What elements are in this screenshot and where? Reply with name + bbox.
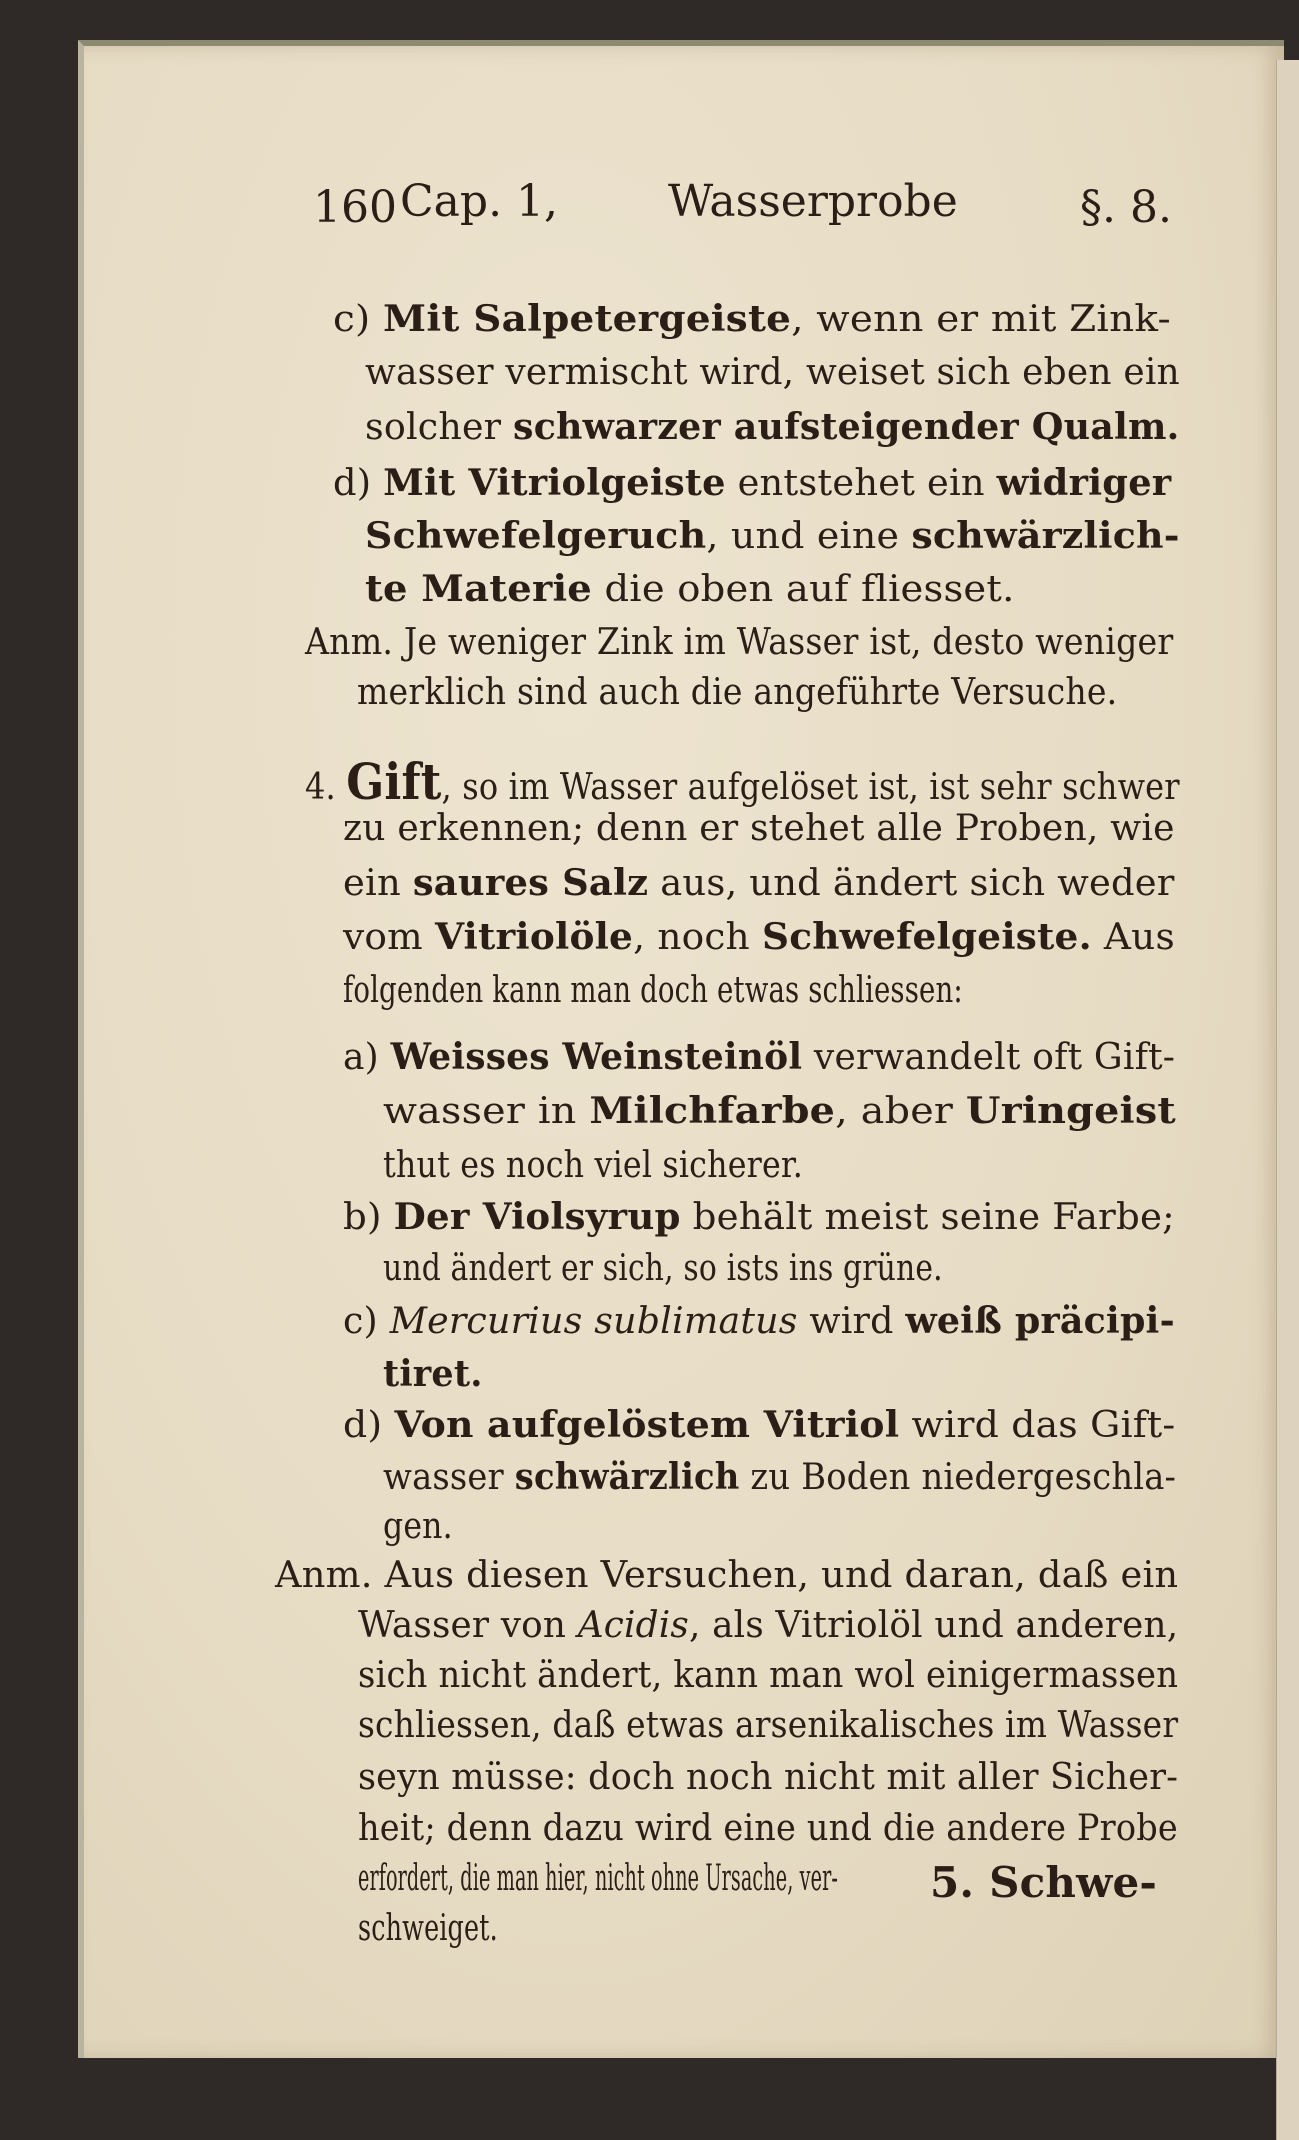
- emphasized-text: schwarzer aufsteigender Qualm.: [513, 406, 1180, 448]
- text-run: a): [343, 1037, 391, 1078]
- text-line: [358, 1655, 1178, 1696]
- text-run: b): [343, 1197, 394, 1238]
- chapter-label: Cap. 1,: [400, 176, 559, 227]
- emphasized-text: Weisses Weinsteinöl: [390, 1036, 803, 1078]
- emphasized-text: Mit Salpetergeiste: [383, 298, 792, 340]
- emphasized-text: Schwefelgeiste.: [761, 916, 1092, 958]
- text-line: [343, 1196, 1175, 1238]
- text-line: [358, 1858, 838, 1899]
- text-line: [383, 1506, 453, 1547]
- text-line: [343, 970, 963, 1011]
- text-run: wasser: [383, 1457, 515, 1498]
- text-line: [333, 462, 1171, 504]
- text-run: wasser in: [383, 1091, 590, 1132]
- text-run: schweiget.: [358, 1908, 498, 1949]
- text-run: solcher: [365, 407, 514, 448]
- text-run: merklich sind auch die angeführte Versuche.: [357, 672, 1118, 713]
- text-line: [383, 1145, 803, 1186]
- emphasized-text: saures Salz: [412, 862, 649, 904]
- text-line: [383, 1248, 943, 1289]
- text-run: ein: [343, 863, 413, 904]
- emphasized-text: Mit Vitriolgeiste: [383, 462, 726, 504]
- latin-text: Acidis: [577, 1605, 689, 1646]
- text-run: erfordert, die man hier, nicht ohne Ursache, ver-: [358, 1858, 838, 1899]
- text-run: thut es noch viel sicherer.: [383, 1145, 803, 1186]
- text-run: , so im Wasser aufgelöset ist, ist sehr schwer: [441, 767, 1180, 808]
- text-run: die oben auf fliesset.: [591, 569, 1015, 610]
- text-run: sich nicht ändert, kann man wol einigermassen: [358, 1655, 1179, 1696]
- text-run: , und eine: [706, 516, 912, 557]
- emphasized-text: Von aufgelöstem Vitriol: [394, 1404, 900, 1446]
- text-line: [365, 352, 1180, 393]
- text-line: [358, 1705, 1178, 1746]
- text-run: wasser vermischt wird, weiset sich eben ein: [365, 352, 1180, 393]
- text-line: [365, 568, 1015, 610]
- text-run: heit; denn dazu wird eine und die andere Probe: [358, 1808, 1178, 1849]
- emphasized-text: Der Violsyrup: [393, 1196, 681, 1238]
- text-run: gen.: [383, 1506, 453, 1547]
- text-line: [358, 1808, 1178, 1849]
- text-run: wird: [797, 1301, 906, 1342]
- text-run: d): [333, 463, 384, 504]
- text-run: behält meist seine Farbe;: [680, 1197, 1175, 1238]
- text-line: [305, 752, 1180, 811]
- text-run: entstehet ein: [725, 463, 997, 504]
- catchword: 5. Schwe-: [930, 1858, 1158, 1907]
- emphasized-text: Milchfarbe: [589, 1090, 836, 1132]
- text-run: Anm. Aus diesen Versuchen, und daran, daß ein: [275, 1555, 1179, 1596]
- text-line: [343, 1300, 1175, 1342]
- text-run: seyn müsse: doch noch nicht mit aller Sicher-: [358, 1757, 1179, 1798]
- emphasized-text: schwärzlich-: [911, 515, 1180, 557]
- text-line: [365, 515, 1180, 557]
- text-run: wird das Gift-: [899, 1405, 1176, 1446]
- text-run: c): [333, 299, 384, 340]
- text-line: [343, 1404, 1175, 1446]
- text-run: c): [343, 1301, 390, 1342]
- text-run: Wasser von: [358, 1605, 578, 1646]
- text-run: 4.: [305, 767, 347, 808]
- text-line: [383, 1456, 1176, 1498]
- text-run: verwandelt oft Gift-: [802, 1037, 1176, 1078]
- text-run: schliessen, daß etwas arsenikalisches im Wasser: [358, 1705, 1179, 1746]
- text-line: [365, 406, 1180, 448]
- text-run: zu Boden niedergeschla-: [739, 1457, 1177, 1498]
- latin-text: Mercurius sublimatus: [389, 1301, 798, 1342]
- text-line: [343, 862, 1175, 904]
- running-title: Wasserprobe: [668, 176, 958, 227]
- emphasized-text: tiret.: [383, 1353, 483, 1395]
- text-run: und ändert er sich, so ists ins grüne.: [383, 1248, 943, 1289]
- page-edge: [1276, 60, 1299, 2140]
- emphasized-text: weiß präcipi-: [905, 1300, 1175, 1342]
- text-run: , noch: [633, 917, 762, 958]
- text-line: [358, 1605, 1178, 1646]
- text-line: [383, 1090, 1176, 1132]
- emphasized-text: te Materie: [365, 568, 592, 610]
- text-line: [357, 672, 1117, 713]
- page-number: 160: [313, 182, 397, 233]
- section-heading-word: Gift: [346, 752, 442, 811]
- emphasized-text: schwärzlich: [514, 1456, 740, 1498]
- text-run: Aus: [1091, 917, 1175, 958]
- text-run: , als Vitriolöl und anderen,: [688, 1605, 1179, 1646]
- text-line: [333, 298, 1171, 340]
- emphasized-text: Schwefelgeruch: [365, 515, 707, 557]
- emphasized-text: widriger: [996, 462, 1172, 504]
- text-line: [343, 1036, 1175, 1078]
- text-run: zu erkennen; denn er stehet alle Proben, wie: [343, 808, 1175, 849]
- text-run: aus, und ändert sich weder: [648, 863, 1175, 904]
- text-line: [383, 1353, 483, 1395]
- text-run: , aber: [835, 1091, 966, 1132]
- text-run: , wenn er mit Zink-: [791, 299, 1171, 340]
- text-run: Anm. Je weniger Zink im Wasser ist, desto weniger: [305, 622, 1174, 663]
- text-line: [305, 622, 1173, 663]
- emphasized-text: Uringeist: [965, 1090, 1176, 1132]
- text-line: [275, 1555, 1178, 1596]
- text-run: vom: [343, 917, 435, 958]
- text-line: [343, 808, 1175, 849]
- text-line: [343, 916, 1175, 958]
- text-line: [358, 1757, 1178, 1798]
- section-number: §. 8.: [1080, 182, 1172, 233]
- emphasized-text: Vitriolöle: [434, 916, 634, 958]
- text-line: [358, 1908, 498, 1949]
- text-run: folgenden kann man doch etwas schliessen:: [343, 970, 963, 1011]
- text-run: d): [343, 1405, 395, 1446]
